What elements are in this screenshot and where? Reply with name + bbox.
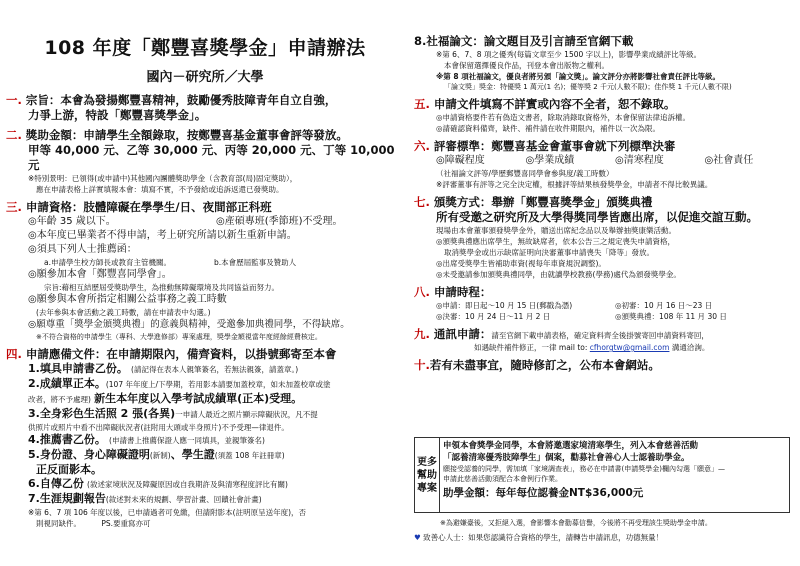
document-item: 6.自傳乙份 <box>28 477 84 490</box>
section-eligibility <box>6 200 404 342</box>
footer-note <box>440 518 795 528</box>
document-item: 4.推薦書乙份。 <box>28 433 106 446</box>
note-text: 「論文獎」獎金：特優獎 1 萬元(1 名)；優等獎 2 千元(人數不限)；佳作獎 1 千元(人數不限) <box>444 83 732 91</box>
sponsorship-box <box>414 437 790 513</box>
promo-note: 願接受認養的同學，需加填「家境調查表」，務必在申請書(申請獎學金)欄內勾選「願意」— <box>443 465 725 473</box>
eligibility-item: ◎願參加本會「鄭豐喜同學會」。 <box>28 269 172 280</box>
eligibility-item: ◎年齡 35 歲以下。 <box>28 216 116 227</box>
schedule-row <box>414 311 794 322</box>
note-text: (請記得在表本人親筆簽名，若無法親簽，請蓋章。) <box>131 365 299 374</box>
section-number: 九. <box>414 327 430 341</box>
note-text: ※特別景明：已領得(或申請中)其他國內團體獎助學金（含教育部(局)固定獎助）， <box>28 174 298 183</box>
note-text: (申請書上推薦保證人應一同填具，並親筆簽名) <box>109 436 265 445</box>
schedule-item: ◎決審：10 月 24 日～11 月 2 日 <box>436 312 551 321</box>
section-heading: 若有未盡事宜，隨時修訂之，公布本會網站。 <box>429 358 660 372</box>
eligibility-item: ◎願尊重「獎學金頒獎典禮」的意義與精神，受邀參加典禮同學，不得缺席。 <box>28 319 350 330</box>
note-text: ※不符合資格的申請學生（專科、大學進修部）專案處理，獎學金額視當年度經餘經費核定。 <box>36 333 322 341</box>
criteria-item: ◎學業成績 <box>525 155 575 166</box>
note-text: 本會保留選擇優良作品，刊登本會出版物之權利。 <box>444 61 609 70</box>
note-text: (敘述家境狀況及障礙原因或自我期許及與清寒程度評比有關) <box>87 480 288 489</box>
note-text: 宗旨:藉相互結歷屆受獎助學生，為推動無障礙環境及共同協益而努力。 <box>44 283 280 292</box>
note-text: 一申請人最近之照片顯示障礙狀況，凡不提 <box>175 410 318 419</box>
schedule-item: ◎頒獎典禮：108 年 11 月 30 日 <box>615 312 727 321</box>
page-subtitle: 國內－研究所／大學 <box>146 70 264 85</box>
section-text: 所有受邀之研究所及大學得獎同學皆應出席，以促進交誼互動。 <box>436 210 758 224</box>
section-heading: 頒獎方式：舉辦「鄭豐喜獎學金」頒獎典禮 <box>433 195 653 209</box>
eligibility-row <box>6 257 404 268</box>
note-text: ※為避嫌臺後，又拒絕入選，會影響本會勸募信譽，今後將不再受理該生獎助學金申請。 <box>440 519 712 527</box>
section-documents <box>6 347 404 529</box>
promo-text: 申領本會獎學金同學，本會將邀選家境清寒學生，列入本會慈善活動 <box>443 441 699 451</box>
footer-appeal <box>414 532 794 543</box>
eligibility-item: ◎願參與本會所指定相關公益事務之義工時數 <box>28 294 227 305</box>
note-text: 如遇缺件補件修正，一律 mail to: <box>474 343 588 352</box>
note-text: (107 年年度上/下學期，若用影本請要加蓋校章，如未加蓋校章或塗 <box>105 380 331 389</box>
section-heading: 申請應備文件：在申請期限內，備齊資料，以掛號郵寄至本會 <box>25 347 337 361</box>
section-contact <box>414 327 794 353</box>
note-text: ※第 6、7 項 106 年度以後，已申請過者可免繳，但請附影本(註明原呈送年度)，否 <box>28 508 307 517</box>
document-item: 新生本年度以入學考試成績單(正本)受理。 <box>94 392 303 405</box>
section-heading: 申請文件填寫不詳實或內容不全者，恕不錄取。 <box>433 97 676 111</box>
section-amendment <box>414 358 794 373</box>
page-title: 108 年度「鄭豐喜獎學金」申請辦法 <box>44 37 366 59</box>
note-text: (須蓋 108 年註冊章) <box>214 451 285 460</box>
note-text: （社福論文評等/學歷郵豐喜同學會參與度/義工時數） <box>436 169 614 178</box>
note-text: 則視同缺件。 <box>36 519 81 528</box>
document-item: 5.身份證、身心障礙證明 <box>28 448 150 461</box>
heart-icon: ♥ <box>414 533 421 542</box>
section-heading: 評審標準：鄭豐喜基金會董事會就下列標準決審 <box>433 139 676 153</box>
section-number: 8. <box>414 34 427 48</box>
note-text: ◎請確認資料備齊，缺件、補件請在收件期限內，補件以一次為限。 <box>436 124 661 133</box>
section-criteria <box>414 139 794 190</box>
section-number: 十. <box>414 358 430 372</box>
section-essay <box>414 34 794 92</box>
eligibility-item: ◎產碩專班(季節班)不受理。 <box>216 216 343 227</box>
document-item: 7.生涯規劃報告 <box>28 492 106 505</box>
schedule-item: ◎申請：即日起～10 月 15 日(郵戳為憑) <box>436 301 573 310</box>
section-number: 六. <box>414 139 430 153</box>
promo-amount: 助學金額：每年每位認養金NT$36,000元 <box>443 487 644 499</box>
note-text: 溝通洽詢。 <box>671 343 710 352</box>
criteria-item: ◎障礙程度 <box>436 155 485 166</box>
note-text: 請至官網下載申請表格，確定資料齊全後掛號寄回申請資料寄回， <box>491 331 709 340</box>
promo-tag: 更多幫助專案 <box>415 438 440 512</box>
note-text: ※第 8 項社福論文，優良者將另頒「論文獎」。論文評分亦將影響社會責任評比等級。 <box>436 72 720 81</box>
eligibility-subitem: a.申請學生校方師長或教育主管機關。 <box>44 258 171 267</box>
section-ceremony <box>414 195 794 280</box>
note-text: (敘述對未來的規劃、學習計畫、回饋社會計畫) <box>105 495 262 504</box>
eligibility-item: ◎須具下列人士推薦函： <box>28 244 137 255</box>
promo-body <box>443 440 786 501</box>
note-text: (去年參與本會活動之義工時數，請在申請表中勾選。) <box>36 308 211 317</box>
document-item: 1.填具申請書乙份。 <box>28 362 128 375</box>
note-text: 取消獎學金或出示缺席証明向決審董事申請喪失「降等」發放。 <box>444 248 654 257</box>
note-text: 致善心人士：如果您認識符合資格的學生，請轉告申請訊息，功德無量！ <box>423 533 664 542</box>
note-text: (新制) <box>149 451 171 460</box>
note-text: 現場由本會董事頒發獎學金外，贈送出席紀念品以及舉辦抽獎康樂活動。 <box>436 226 676 235</box>
promo-text: 「認養清寒優秀肢障學生」個案，勸募社會善心人士認養助學金。 <box>443 453 690 463</box>
section-heading: 申請資格：肢體障礙在學學生/日、夜間部正科班 <box>25 200 272 214</box>
section-number: 一. <box>6 93 22 107</box>
eligibility-row <box>6 215 404 229</box>
section-heading: 申請時程： <box>433 285 492 299</box>
document-item: 3.全身彩色生活照 2 張(各異) <box>28 407 176 420</box>
section-number: 七. <box>414 195 430 209</box>
section-number: 四. <box>6 347 22 361</box>
section-number: 八. <box>414 285 430 299</box>
criteria-row <box>414 154 794 168</box>
eligibility-subitem: b.本會歷屆監事及贊助人 <box>214 258 297 267</box>
note-text: ◎未受邀請參加頒獎典禮同學，由就讀學校教務(學務)處代為頒發獎學金。 <box>436 270 681 279</box>
note-text: ※評審董事有評等之完全決定權，根據評等結果核發獎學金，申請者不得比較異議。 <box>436 180 713 189</box>
promo-note: 申請此慈善活動須配合本會例行作業。 <box>443 475 562 483</box>
section-number: 三. <box>6 200 22 214</box>
document-item: 2.成績單正本。 <box>28 377 106 390</box>
section-number: 二. <box>6 128 22 142</box>
note-text: ◎頒獎典禮應出席學生，無故缺席者，依本公告三之規定喪失申請資格， <box>436 237 676 246</box>
section-number: 五. <box>414 97 430 111</box>
document-item: 、學生證 <box>170 448 215 461</box>
note-text: 供照片或照片中看不出障礙狀況者(註附用大頭或半身照片)不予受理—律退件。 <box>28 423 289 432</box>
note-text: ◎出席受獎學生皆補助車資(視每年車資規況調整)。 <box>436 259 606 268</box>
note-text: ※第 6、7、8 項之優秀(每篇文章至少 1500 字以上)，影響學業成績評比等級。 <box>436 50 702 59</box>
section-heading: 宗旨：本會為發揚鄭豐喜精神，鼓勵優秀肢障青年自立自強， <box>25 93 337 107</box>
schedule-row <box>414 300 794 311</box>
left-column <box>6 0 404 566</box>
section-text: 力爭上游，特設「鄭豐喜獎學金」。 <box>28 108 207 122</box>
criteria-item: ◎清寒程度 <box>615 155 664 166</box>
schedule-item: ◎初審：10 月 16 日～23 日 <box>615 301 713 310</box>
note-text: PS.要重寫亦可 <box>101 519 151 528</box>
document-item: 正反面影本。 <box>36 463 102 476</box>
note-text: 應在申請表格上詳實填報本會：填寫不實，不予發給或追訴返還已發獎助。 <box>36 185 284 194</box>
section-purpose <box>6 93 404 123</box>
section-heading: 通訊申請： <box>433 327 492 341</box>
section-heading: 社福論文：論文題目及引言請至官網下載 <box>426 34 634 48</box>
section-heading: 獎助金額：申請學生全額錄取，按鄭豐喜基金董事會評等發放。 <box>25 128 348 142</box>
email-link[interactable]: cfhorgtw@gmail.com <box>589 343 670 352</box>
section-schedule <box>414 285 794 322</box>
criteria-item: ◎社會責任 <box>704 155 754 166</box>
award-amounts: 甲等 40,000 元、乙等 30,000 元、丙等 20,000 元、丁等 10,000 元 <box>28 143 395 172</box>
note-text: 改者，將不予處理) <box>28 395 91 404</box>
section-amount <box>6 128 404 195</box>
eligibility-item: ◎本年度已畢業者不得申請，考上研究所請以新生重新申請。 <box>28 230 297 241</box>
section-completeness <box>414 97 794 134</box>
note-text: ◎申請資格要件若有偽造文書者，除取消錄取資格外，本會保留法律追訴權。 <box>436 113 691 122</box>
